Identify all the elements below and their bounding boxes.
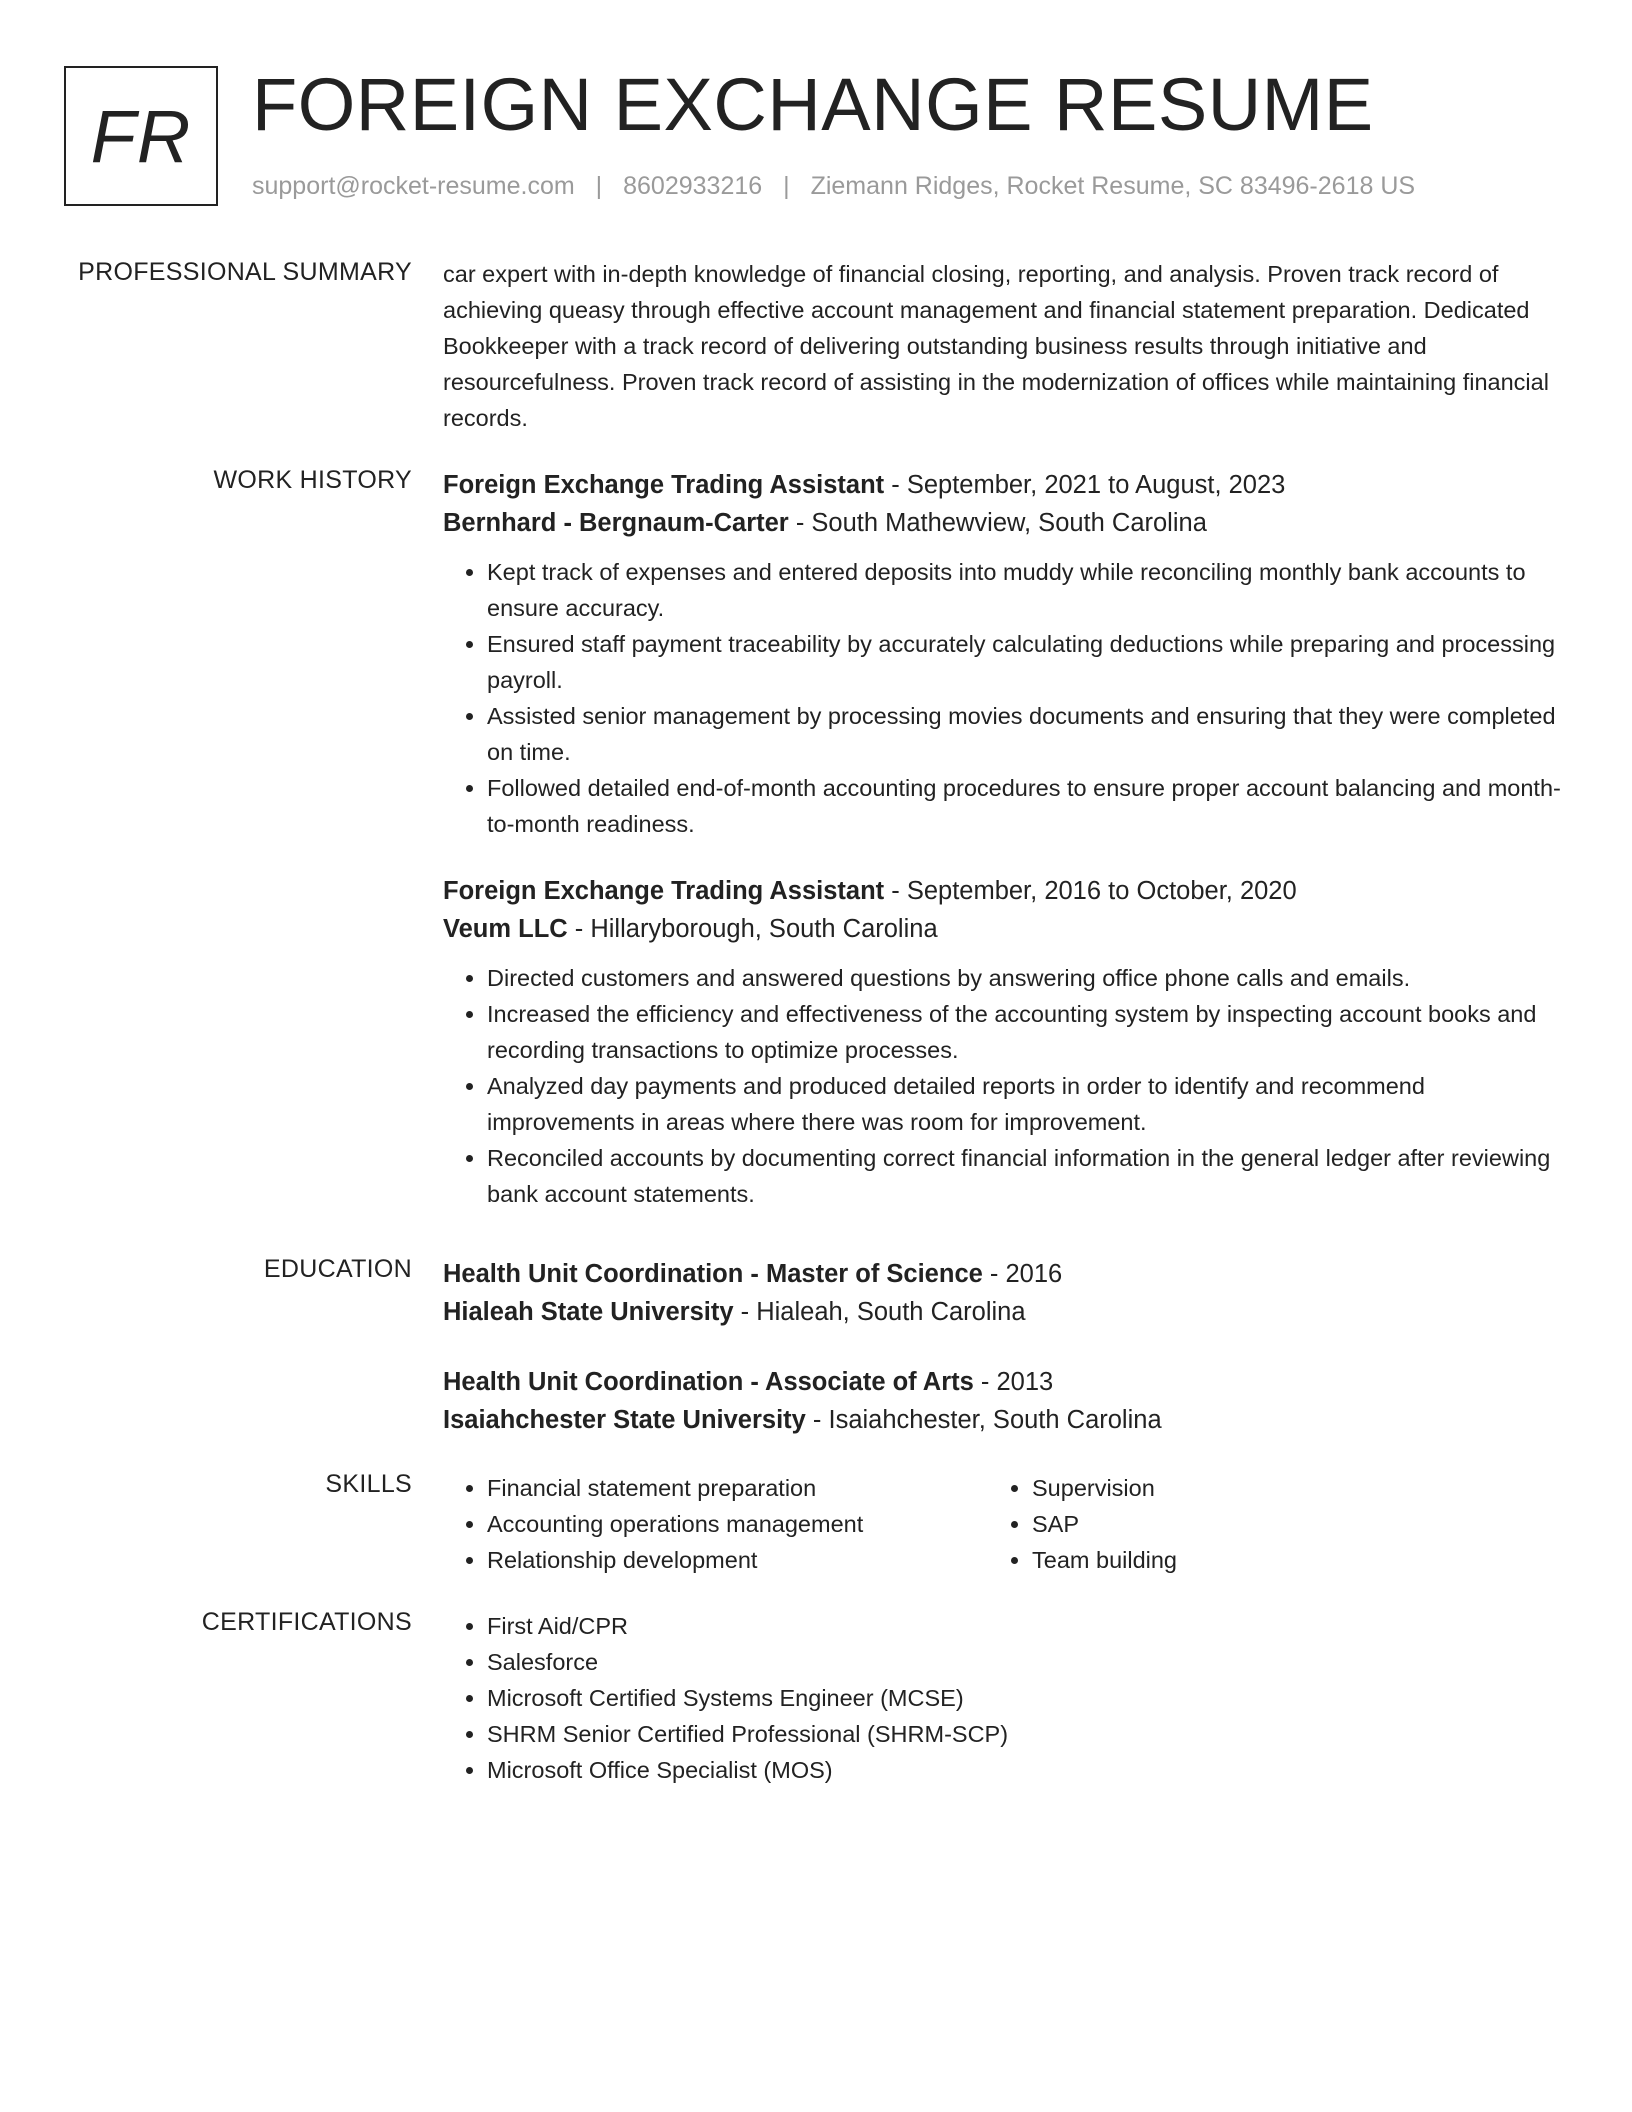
job-entry bbox=[443, 466, 1563, 842]
summary-body bbox=[443, 256, 1563, 436]
education-body bbox=[443, 1255, 1563, 1439]
contact-line bbox=[252, 172, 1415, 201]
job-bullet: • Increased the efficiency and effectiveness of the accounting system by inspecting account books and recording transactions to optimize processes. bbox=[487, 996, 1563, 1068]
school-line bbox=[443, 1293, 1563, 1331]
certification-item: • Microsoft Office Specialist (MOS) bbox=[487, 1752, 1563, 1788]
skill-item: • Relationship development bbox=[487, 1542, 988, 1578]
job-bullet: • Kept track of expenses and entered deposits into muddy while reconciling monthly bank accounts to ensure accuracy. bbox=[487, 554, 1563, 626]
work-history-label: WORK HISTORY bbox=[213, 466, 412, 494]
job-bullets bbox=[443, 554, 1563, 842]
skills-list bbox=[988, 1470, 1533, 1578]
contact-email: support@rocket-resume.com bbox=[252, 172, 575, 200]
contact-separator: | bbox=[595, 172, 603, 200]
certifications-body bbox=[443, 1608, 1563, 1788]
summary-text: car expert with in-depth knowledge of financial closing, reporting, and analysis. Proven track record of achieving queasy through effective account management and financial statement preparation. Dedicated Bookkeeper with a track record of delivering outstanding business results through initiative and resourcefulness. Proven track record of assisting in the modernization of offices while maintaining financial records. bbox=[443, 261, 1549, 431]
skills-body bbox=[443, 1470, 1563, 1578]
education-entry bbox=[443, 1363, 1563, 1439]
skills-grid bbox=[443, 1470, 1563, 1578]
job-location: - South Mathewview, South Carolina bbox=[788, 509, 1207, 537]
degree-line bbox=[443, 1363, 1563, 1401]
school: Isaiahchester State University bbox=[443, 1406, 806, 1434]
skill-item: • SAP bbox=[1032, 1506, 1533, 1542]
education-entry bbox=[443, 1255, 1563, 1331]
job-bullet: • Ensured staff payment traceability by accurately calculating deductions while preparing and processing payroll. bbox=[487, 626, 1563, 698]
job-company: Bernhard - Bergnaum-Carter bbox=[443, 509, 789, 537]
job-bullet: • Analyzed day payments and produced detailed reports in order to identify and recommend improvements in areas where there was room for improvement. bbox=[487, 1068, 1563, 1140]
school-line bbox=[443, 1401, 1563, 1439]
skills-column bbox=[443, 1470, 988, 1578]
degree: Health Unit Coordination - Associate of Arts bbox=[443, 1368, 974, 1396]
contact-address: Ziemann Ridges, Rocket Resume, SC 83496-2618 US bbox=[810, 172, 1416, 200]
job-title: Foreign Exchange Trading Assistant bbox=[443, 877, 885, 905]
job-bullet: • Assisted senior management by processing movies documents and ensuring that they were completed on time. bbox=[487, 698, 1563, 770]
resume-header bbox=[64, 64, 1564, 214]
job-bullet: • Reconciled accounts by documenting correct financial information in the general ledger after reviewing bank account statements. bbox=[487, 1140, 1563, 1212]
certification-item: • First Aid/CPR bbox=[487, 1608, 1563, 1644]
degree: Health Unit Coordination - Master of Science bbox=[443, 1260, 983, 1288]
skill-item: • Accounting operations management bbox=[487, 1506, 988, 1542]
contact-separator: | bbox=[783, 172, 790, 200]
skill-item: • Financial statement preparation bbox=[487, 1470, 988, 1506]
job-bullet: • Directed customers and answered questions by answering office phone calls and emails. bbox=[487, 960, 1563, 996]
certifications-list bbox=[443, 1608, 1563, 1788]
skills-label: SKILLS bbox=[325, 1470, 412, 1498]
job-dates: - September, 2021 to August, 2023 bbox=[884, 471, 1286, 499]
skill-item: • Team building bbox=[1032, 1542, 1533, 1578]
school-location: - Hialeah, South Carolina bbox=[733, 1298, 1026, 1326]
certifications-label: CERTIFICATIONS bbox=[201, 1608, 412, 1636]
job-entry bbox=[443, 872, 1563, 1212]
job-bullet: • Followed detailed end-of-month accounting procedures to ensure proper account balancing and month-to-month readiness. bbox=[487, 770, 1563, 842]
skills-column bbox=[988, 1470, 1533, 1578]
job-bullets bbox=[443, 960, 1563, 1212]
resume-title: FOREIGN EXCHANGE RESUME bbox=[252, 63, 1374, 146]
monogram-logo: FR bbox=[64, 66, 218, 206]
certification-item: • Salesforce bbox=[487, 1644, 1563, 1680]
job-title-line bbox=[443, 466, 1563, 504]
skill-item: • Supervision bbox=[1032, 1470, 1533, 1506]
work-history-body bbox=[443, 466, 1563, 1212]
job-dates: - September, 2016 to October, 2020 bbox=[884, 877, 1297, 905]
contact-phone: 8602933216 bbox=[623, 172, 763, 200]
degree-year: - 2013 bbox=[973, 1368, 1054, 1396]
job-location: - Hillaryborough, South Carolina bbox=[567, 915, 938, 943]
certification-item: • SHRM Senior Certified Professional (SHRM-SCP) bbox=[487, 1716, 1563, 1752]
school: Hialeah State University bbox=[443, 1298, 734, 1326]
job-title-line bbox=[443, 872, 1563, 910]
school-location: - Isaiahchester, South Carolina bbox=[805, 1406, 1162, 1434]
certification-item: • Microsoft Certified Systems Engineer (MCSE) bbox=[487, 1680, 1563, 1716]
summary-label: PROFESSIONAL SUMMARY bbox=[78, 258, 412, 286]
job-title: Foreign Exchange Trading Assistant bbox=[443, 471, 885, 499]
job-company-line bbox=[443, 504, 1563, 542]
degree-year: - 2016 bbox=[982, 1260, 1063, 1288]
job-company-line bbox=[443, 910, 1563, 948]
degree-line bbox=[443, 1255, 1563, 1293]
job-company: Veum LLC bbox=[443, 915, 568, 943]
skills-list bbox=[443, 1470, 988, 1578]
education-label: EDUCATION bbox=[263, 1255, 412, 1283]
